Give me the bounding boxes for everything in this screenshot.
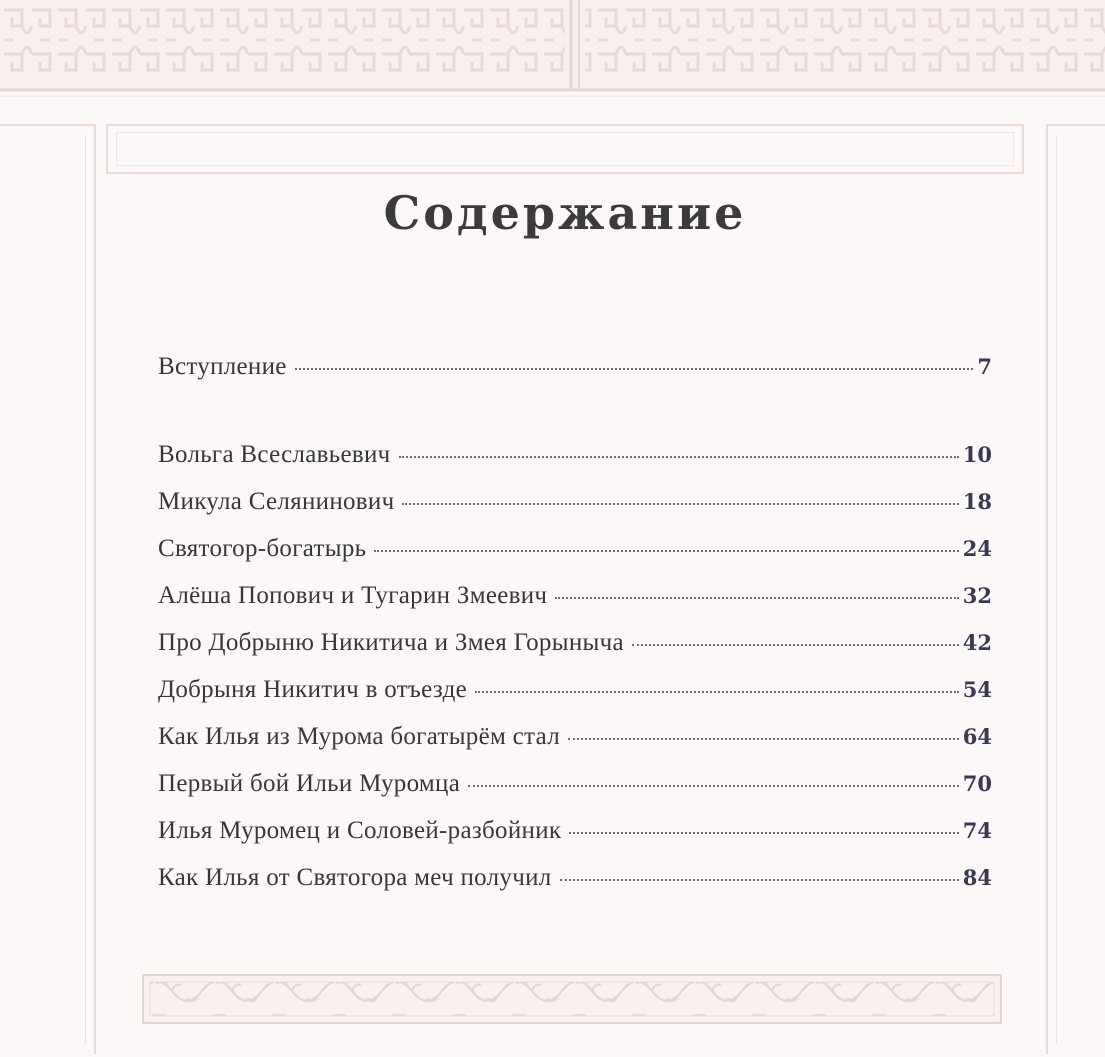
toc-entry-title: Святогор-богатырь [158, 535, 367, 562]
dot-leader [374, 550, 958, 552]
toc-entry-title: Про Добрыню Никитича и Змея Горыныча [158, 629, 624, 656]
page-title: Содержание [383, 186, 747, 240]
toc-entry-ilya-sword[interactable] [158, 864, 992, 904]
toc-entry-title: Первый бой Ильи Муромца [158, 770, 461, 797]
toc-entry-page: 54 [962, 677, 992, 702]
bottom-ornament-band [142, 974, 1002, 1024]
toc-entry-mikula[interactable] [158, 488, 992, 528]
dot-leader [295, 368, 974, 370]
right-frame-panel [1046, 124, 1105, 1054]
toc-entry-introduction[interactable] [158, 353, 992, 393]
toc-entry-page: 42 [962, 630, 992, 655]
dot-leader [632, 644, 959, 646]
toc-entry-dobrynya-zmey[interactable] [158, 629, 992, 669]
dot-leader [568, 738, 959, 740]
dot-leader [399, 456, 959, 458]
toc-entry-page: 70 [962, 771, 992, 796]
toc-entry-title: Алёша Попович и Тугарин Змеевич [158, 582, 548, 609]
dot-leader [555, 597, 958, 599]
toc-entry-page: 10 [962, 442, 992, 467]
title-bar-frame [106, 124, 1024, 174]
dot-leader [569, 832, 958, 834]
dot-leader [560, 879, 959, 881]
toc-entry-title: Вступление [158, 353, 287, 380]
toc-entry-page: 74 [962, 818, 992, 843]
top-ornament-band [0, 0, 1105, 100]
toc-entry-dobrynya-otezd[interactable] [158, 676, 992, 716]
toc-entry-svyatogor[interactable] [158, 535, 992, 575]
toc-entry-volga[interactable] [158, 441, 992, 481]
toc-entry-title: Вольга Всеславьевич [158, 441, 391, 468]
toc-entry-title: Микула Селянинович [158, 488, 395, 515]
toc-entry-title: Как Илья из Мурома богатырём стал [158, 723, 560, 750]
toc-entry-title: Добрыня Никитич в отъезде [158, 676, 468, 703]
toc-entry-ilya-solovey[interactable] [158, 817, 992, 857]
dot-leader [475, 691, 959, 693]
left-frame-panel [0, 124, 96, 1054]
dot-leader [402, 503, 958, 505]
toc-entry-title: Как Илья от Святогора меч получил [158, 864, 552, 891]
toc-entry-page: 32 [962, 583, 992, 608]
bottom-ornament-pattern [142, 974, 1002, 1024]
toc-entry-alesha[interactable] [158, 582, 992, 622]
toc-entry-page: 18 [962, 489, 992, 514]
toc-entry-ilya-bogatyr[interactable] [158, 723, 992, 763]
toc-entry-page: 84 [962, 865, 992, 890]
toc-entry-page: 64 [962, 724, 992, 749]
toc-entry-page: 7 [977, 354, 992, 379]
dot-leader [468, 785, 959, 787]
top-ornament-pattern [0, 0, 1105, 100]
toc-entry-ilya-first-fight[interactable] [158, 770, 992, 810]
toc-entry-title: Илья Муромец и Соловей-разбойник [158, 817, 562, 844]
toc-entry-page: 24 [962, 536, 992, 561]
